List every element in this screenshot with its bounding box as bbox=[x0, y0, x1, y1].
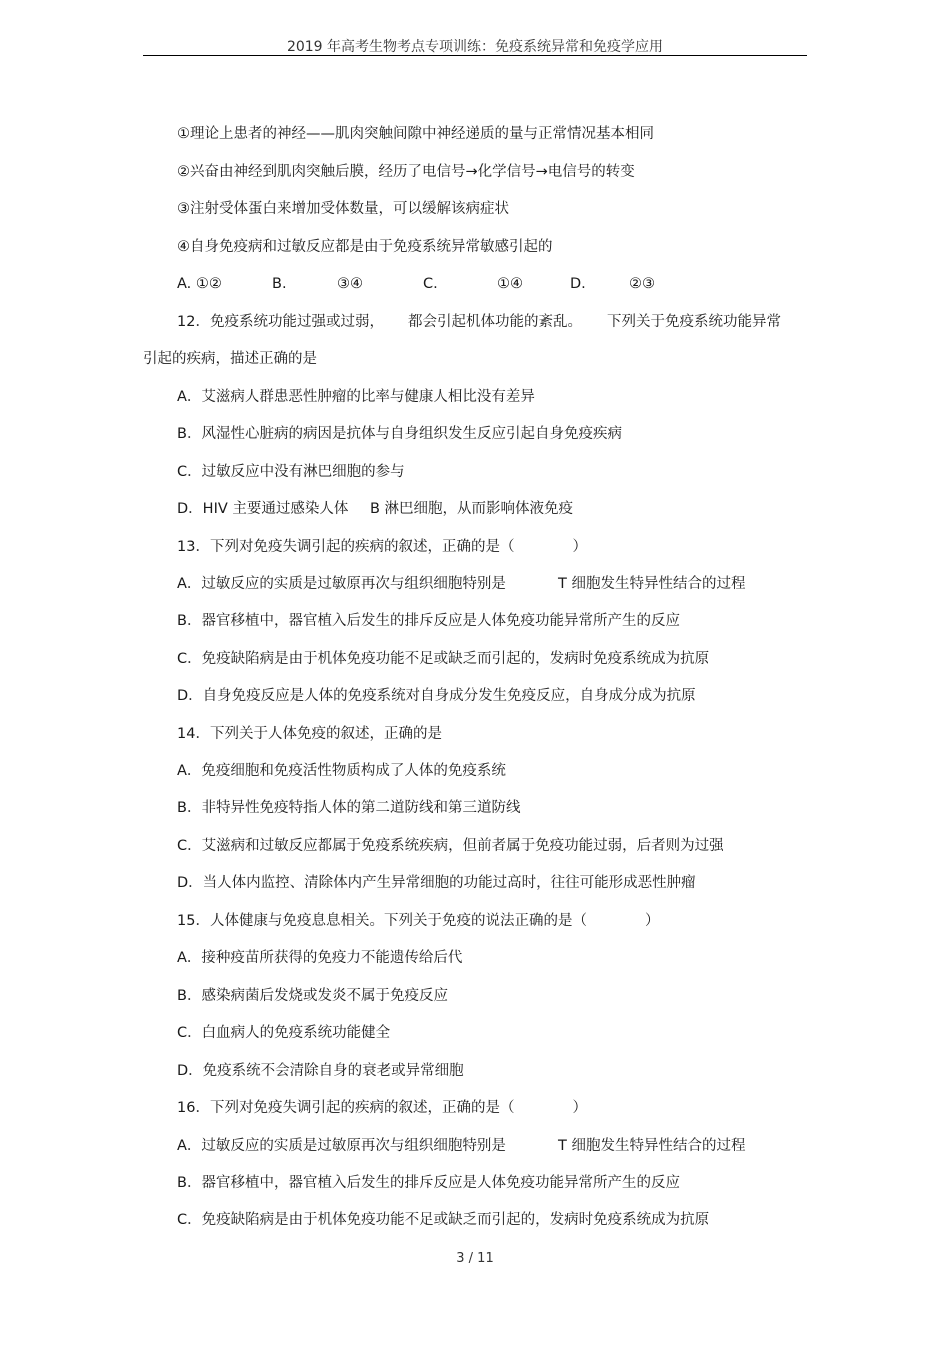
q11-option-d-value: ②③ bbox=[629, 276, 655, 292]
q14-stem: 14．下列关于人体免疫的叙述，正确的是 bbox=[177, 726, 442, 742]
q12-option-b: B．风湿性心脏病的病因是抗体与自身组织发生反应引起自身免疫疾病 bbox=[177, 426, 622, 442]
header-divider bbox=[143, 55, 807, 56]
q16-option-a-part2: T 细胞发生特异性结合的过程 bbox=[558, 1138, 746, 1154]
q12-option-a: A．艾滋病人群患恶性肿瘤的比率与健康人相比没有差异 bbox=[177, 389, 535, 405]
q12-stem-line1 bbox=[177, 312, 781, 332]
q15-stem: 15．人体健康与免疫息息相关。下列关于免疫的说法正确的是（ ） bbox=[177, 913, 660, 929]
q16-option-c: C．免疫缺陷病是由于机体免疫功能不足或缺乏而引起的，发病时免疫系统成为抗原 bbox=[177, 1212, 710, 1228]
q11-option-c-value: ①④ bbox=[497, 276, 523, 292]
q13-option-a-part1: A．过敏反应的实质是过敏原再次与组织细胞特别是 bbox=[177, 576, 506, 592]
q15-option-b: B．感染病菌后发烧或发炎不属于免疫反应 bbox=[177, 988, 448, 1004]
q15-option-c: C．白血病人的免疫系统功能健全 bbox=[177, 1025, 391, 1041]
q15-option-d: D．免疫系统不会清除自身的衰老或异常细胞 bbox=[177, 1063, 464, 1079]
q11-option-b-value: ③④ bbox=[337, 276, 363, 292]
page-header: 2019 年高考生物考点专项训练：免疫系统异常和免疫学应用 bbox=[286, 39, 664, 55]
q13-option-c: C．免疫缺陷病是由于机体免疫功能不足或缺乏而引起的，发病时免疫系统成为抗原 bbox=[177, 651, 710, 667]
q11-option-a: A. ①② bbox=[177, 276, 222, 292]
q13-option-b: B．器官移植中，器官植入后发生的排斥反应是人体免疫功能异常所产生的反应 bbox=[177, 613, 680, 629]
q13-option-a-part2: T 细胞发生特异性结合的过程 bbox=[558, 576, 746, 592]
q12-option-d bbox=[177, 499, 574, 519]
q13-option-a bbox=[177, 574, 746, 594]
q11-statement-2: ②兴奋由神经到肌肉突触后膜，经历了电信号→化学信号→电信号的转变 bbox=[177, 164, 635, 180]
q16-option-a bbox=[177, 1136, 746, 1156]
q12-stem-line2: 引起的疾病，描述正确的是 bbox=[143, 351, 317, 367]
q16-option-a-part1: A．过敏反应的实质是过敏原再次与组织细胞特别是 bbox=[177, 1138, 506, 1154]
q12-stem-part-c: 下列关于免疫系统功能异常 bbox=[607, 314, 781, 330]
q11-statement-4: ④自身免疫病和过敏反应都是由于免疫系统异常敏感引起的 bbox=[177, 239, 553, 255]
q14-option-b: B．非特异性免疫特指人体的第二道防线和第三道防线 bbox=[177, 800, 521, 816]
q13-stem: 13．下列对免疫失调引起的疾病的叙述，正确的是（ ） bbox=[177, 539, 587, 555]
q11-option-b-label: B. bbox=[272, 276, 287, 292]
q12-option-d-part1: D．HIV 主要通过感染人体 bbox=[177, 501, 349, 517]
q16-stem: 16．下列对免疫失调引起的疾病的叙述，正确的是（ ） bbox=[177, 1100, 587, 1116]
q11-statement-1: ①理论上患者的神经——肌肉突触间隙中神经递质的量与正常情况基本相同 bbox=[177, 126, 654, 142]
q12-option-c: C．过敏反应中没有淋巴细胞的参与 bbox=[177, 464, 405, 480]
q14-option-a: A．免疫细胞和免疫活性物质构成了人体的免疫系统 bbox=[177, 763, 506, 779]
q15-option-a: A．接种疫苗所获得的免疫力不能遗传给后代 bbox=[177, 950, 463, 966]
q11-option-c-label: C. bbox=[423, 276, 438, 292]
q12-stem-part-b: 都会引起机体功能的紊乱。 bbox=[408, 314, 582, 330]
page-number: 3 / 11 bbox=[456, 1251, 494, 1266]
q12-option-d-part2: B 淋巴细胞，从而影响体液免疫 bbox=[370, 501, 574, 517]
q12-stem-part-a: 12．免疫系统功能过强或过弱， bbox=[177, 314, 384, 330]
q11-statement-3: ③注射受体蛋白来增加受体数量，可以缓解该病症状 bbox=[177, 201, 509, 217]
q14-option-c: C．艾滋病和过敏反应都属于免疫系统疾病，但前者属于免疫功能过弱，后者则为过强 bbox=[177, 838, 724, 854]
q14-option-d: D．当人体内监控、清除体内产生异常细胞的功能过高时，往往可能形成恶性肿瘤 bbox=[177, 875, 696, 891]
q16-option-b: B．器官移植中，器官植入后发生的排斥反应是人体免疫功能异常所产生的反应 bbox=[177, 1175, 680, 1191]
q11-option-d-label: D. bbox=[570, 276, 586, 292]
q13-option-d: D．自身免疫反应是人体的免疫系统对自身成分发生免疫反应，自身成分成为抗原 bbox=[177, 688, 696, 704]
